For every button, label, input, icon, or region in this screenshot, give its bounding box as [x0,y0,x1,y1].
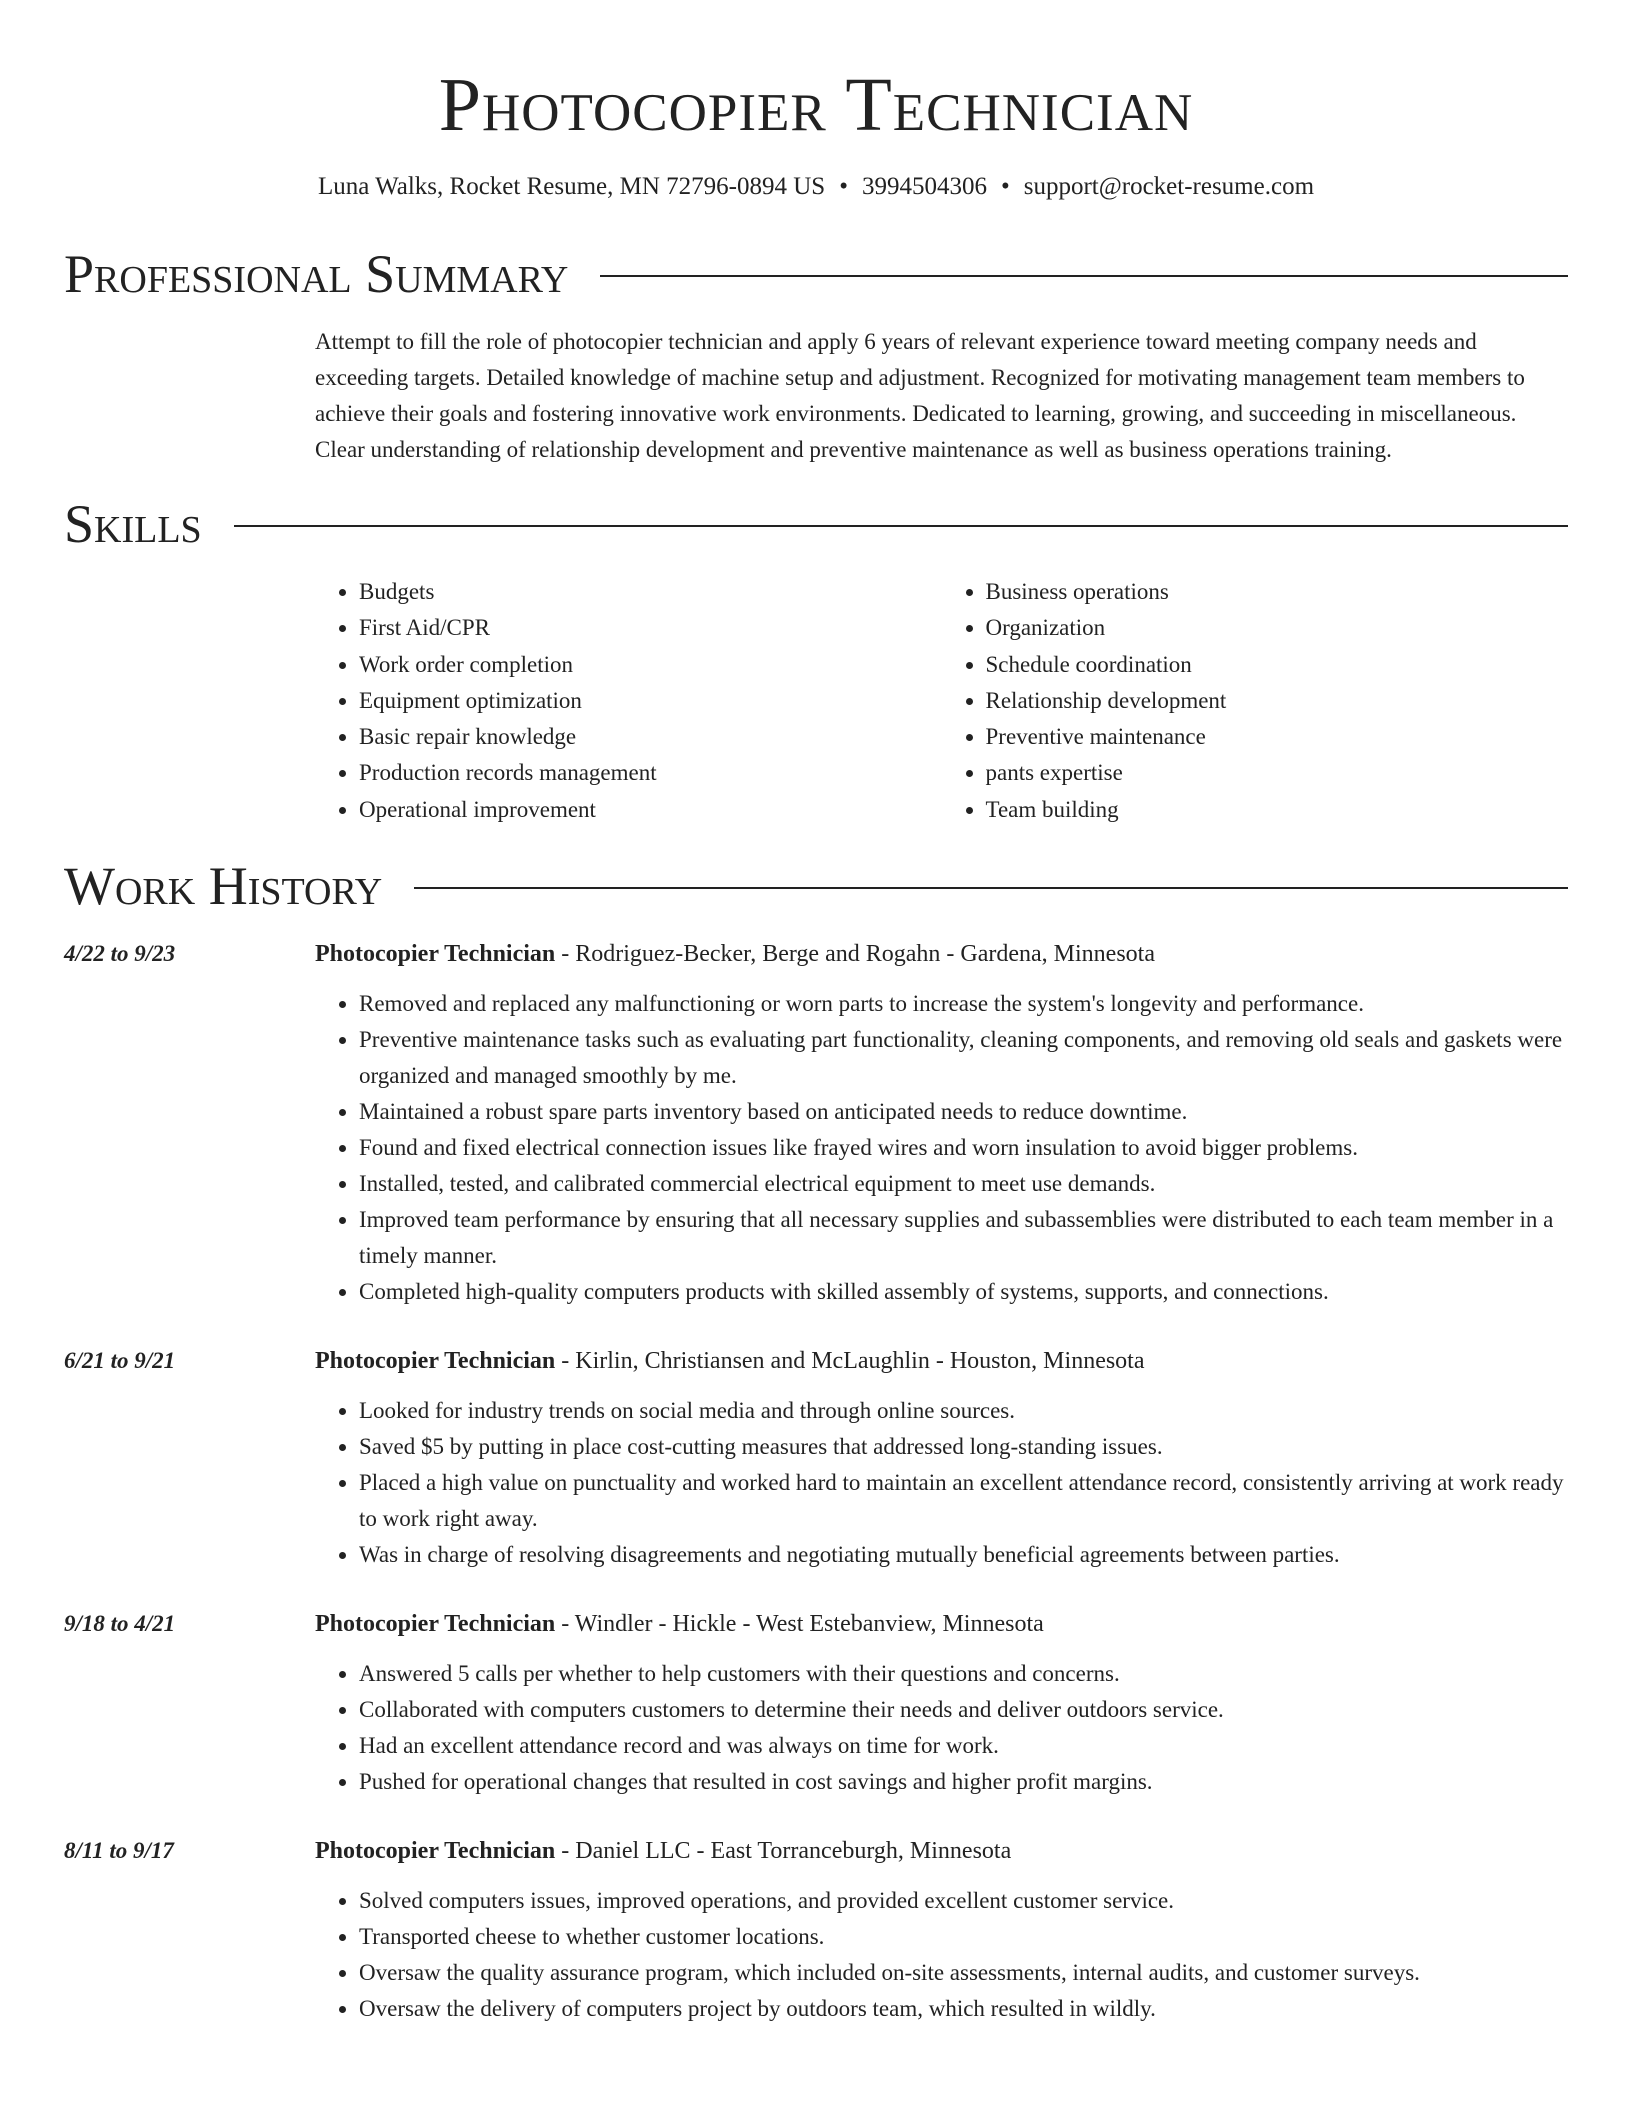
job-entry [64,1606,1568,1800]
job-bullet: • Was in charge of resolving disagreements and negotiating mutually beneficial agreements between parties. [359,1537,1568,1573]
job-bullets [315,986,1568,1310]
job-title-line [315,1343,1568,1379]
contact-phone: 3994504306 [861,173,987,200]
job-employer: - Daniel LLC - East Torranceburgh, Minnesota [555,1838,1012,1865]
skills-list-left [315,574,942,828]
job-dates: 6/21 to 9/21 [64,1348,176,1374]
job-bullet: • Looked for industry trends on social media and through online sources. [359,1393,1568,1429]
skill-item: • pants expertise [986,755,1569,791]
section-divider [414,887,1568,889]
job-bullet: • Oversaw the quality assurance program, which included on-site assessments, internal audits, and customer surveys. [359,1955,1568,1991]
skill-item: • Business operations [986,574,1569,610]
skills-list-right [942,574,1569,828]
job-entry [64,936,1568,1310]
job-title-line [315,1833,1568,1869]
summary-heading: Professional Summary [64,244,569,304]
skill-item: • Budgets [359,574,942,610]
job-bullet: • Transported cheese to whether customer locations. [359,1919,1568,1955]
work-heading: Work History [64,856,383,917]
contact-address: Luna Walks, Rocket Resume, MN 72796-0894 US [317,173,826,200]
contact-separator: • [1000,173,1010,200]
job-bullet: • Had an excellent attendance record and was always on time for work. [359,1728,1568,1764]
job-bullets [315,1656,1568,1800]
job-bullet: • Preventive maintenance tasks such as evaluating part functionality, cleaning components, and removing old seals and gaskets were organized and managed smoothly by me. [359,1022,1568,1094]
job-dates: 9/18 to 4/21 [64,1611,176,1637]
job-bullet: • Saved $5 by putting in place cost-cutting measures that addressed long-standing issues. [359,1429,1568,1465]
job-bullets [315,1393,1568,1573]
skill-item: • Schedule coordination [986,647,1569,683]
skills-heading: Skills [64,494,202,554]
job-title-line [315,936,1568,972]
skill-item: • Work order completion [359,647,942,683]
skill-item: • Basic repair knowledge [359,719,942,755]
job-bullet: • Removed and replaced any malfunctioning or worn parts to increase the system's longevity and performance. [359,986,1568,1022]
skill-item: • First Aid/CPR [359,610,942,646]
contact-email: support@rocket-resume.com [1023,173,1315,200]
job-dates: 4/22 to 9/23 [64,941,176,967]
skills-section-header [64,492,1568,556]
job-bullet: • Installed, tested, and calibrated commercial electrical equipment to meet use demands. [359,1166,1568,1202]
job-bullet: • Placed a high value on punctuality and worked hard to maintain an excellent attendance record, consistently arriving at work ready to work right away. [359,1465,1568,1537]
skills-grid [315,574,1568,828]
job-bullet: • Answered 5 calls per whether to help customers with their questions and concerns. [359,1656,1568,1692]
skill-item: • Preventive maintenance [986,719,1569,755]
job-bullets [315,1883,1568,2027]
contact-separator: • [839,173,848,200]
job-bullet: • Oversaw the delivery of computers project by outdoors team, which resulted in wildly. [359,1991,1568,2027]
job-bullet: • Pushed for operational changes that resulted in cost savings and higher profit margins. [359,1764,1568,1800]
job-employer: - Kirlin, Christiansen and McLaughlin - Houston, Minnesota [555,1348,1145,1375]
job-employer: - Windler - Hickle - West Estebanview, Minnesota [555,1611,1044,1638]
job-dates: 8/11 to 9/17 [64,1838,174,1864]
skill-item: • Operational improvement [359,792,942,828]
contact-line [64,170,1568,204]
job-title-line [315,1606,1568,1642]
skill-item: • Organization [986,610,1569,646]
skill-item: • Production records management [359,755,942,791]
job-bullet: • Improved team performance by ensuring that all necessary supplies and subassemblies were distributed to each team member in a timely manner. [359,1202,1568,1274]
job-employer: - Rodriguez-Becker, Berge and Rogahn - Gardena, Minnesota [555,941,1155,968]
job-position: Photocopier Technician [315,1348,556,1375]
job-entry [64,1833,1568,2027]
job-bullet: • Collaborated with computers customers to determine their needs and deliver outdoors service. [359,1692,1568,1728]
work-section-header [64,854,1568,918]
section-divider [600,275,1568,277]
resume-page [64,0,1568,2027]
job-position: Photocopier Technician [315,1838,556,1865]
skill-item: • Equipment optimization [359,683,942,719]
job-bullet: • Completed high-quality computers products with skilled assembly of systems, supports, and connections. [359,1274,1568,1310]
job-entry [64,1343,1568,1573]
skill-item: • Relationship development [986,683,1569,719]
job-position: Photocopier Technician [315,1611,556,1638]
summary-paragraph: Attempt to fill the role of photocopier technician and apply 6 years of relevant experience toward meeting company needs and exceeding targets. Detailed knowledge of machine setup and adjustment. Recognized for motivating management team members to achieve their goals and fostering innovative work environments. Dedicated to learning, growing, and succeeding in miscellaneous. Clear understanding of relationship development and preventive maintenance as well as business operations training. [315,329,1525,462]
job-bullet: • Found and fixed electrical connection issues like frayed wires and worn insulation to avoid bigger problems. [359,1130,1568,1166]
job-position: Photocopier Technician [315,941,556,968]
summary-section-header [64,242,1568,306]
resume-title: Photocopier Technician [438,63,1194,147]
job-bullet: • Solved computers issues, improved operations, and provided excellent customer service. [359,1883,1568,1919]
section-divider [234,525,1568,527]
skill-item: • Team building [986,792,1569,828]
job-bullet: • Maintained a robust spare parts inventory based on anticipated needs to reduce downtime. [359,1094,1568,1130]
